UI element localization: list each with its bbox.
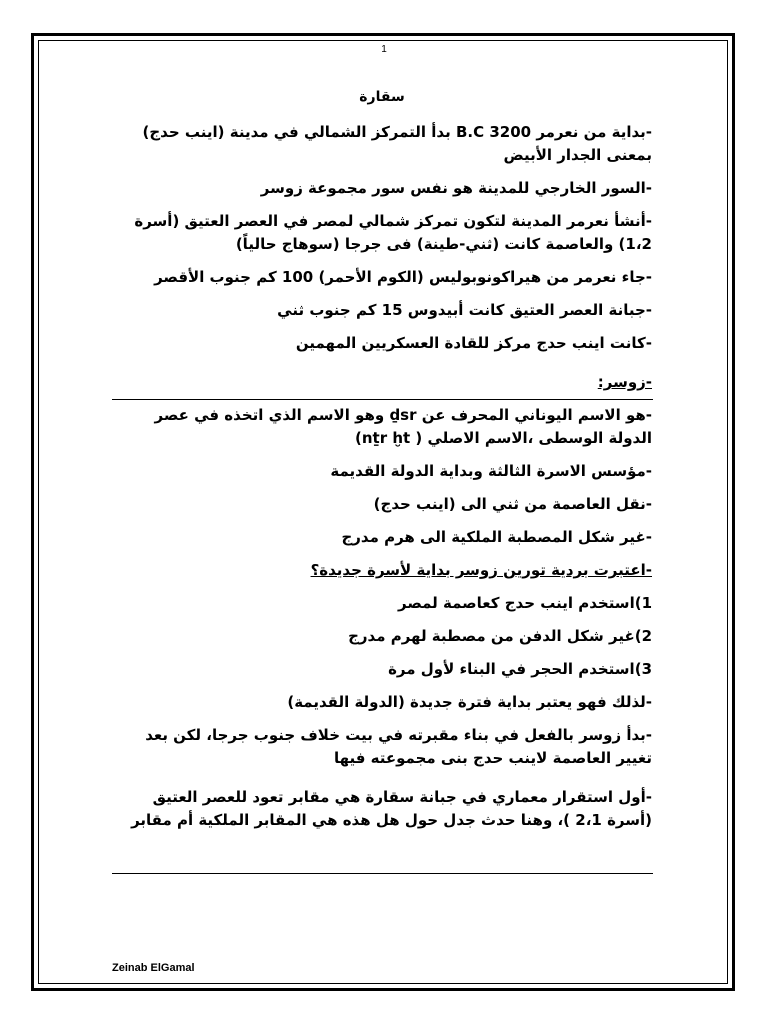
intro-paragraph: -كانت اينب حدج مركز للقادة العسكريين المهمين [295, 334, 652, 352]
zoser-paragraph: -مؤسس الاسرة الثالثة وبداية الدولة القديمة [330, 462, 652, 480]
intro-paragraph: -السور الخارجي للمدينة هو نفس سور مجموعة زوسر [260, 179, 652, 197]
answer-paragraph: -لذلك فهو يعتبر بداية فترة جديدة (الدولة القديمة) [287, 693, 652, 711]
final-paragraph: -أول استقرار معماري في جبانة سقارة هي مقابر تعود للعصر العتيق (أسرة 2،1 )، وهنا حدث جدل حول هل هذه هي المقابر الملكية أم مقابر [131, 788, 652, 829]
intro-paragraph: -جاء نعرمر من هيراكونوبوليس (الكوم الأحمر) 100 كم جنوب الأقصر [154, 268, 652, 286]
section-divider [112, 399, 653, 400]
footer-author: Zeinab ElGamal [112, 962, 195, 974]
zoser-paragraph: -هو الاسم اليوناني المحرف عن ḏsr وهو الاسم الذي اتخذه في عصر الدولة الوسطى ،الاسم الاصلي ( nṯr ḫt) [154, 406, 652, 447]
intro-paragraph: -جبانة العصر العتيق كانت أبيدوس 15 كم جنوب ثني [277, 301, 652, 319]
page-number: 1 [381, 44, 387, 55]
document-body [112, 86, 652, 842]
zoser-paragraph: -نقل العاصمة من ثني الى (اينب حدج) [373, 495, 652, 513]
zoser-paragraph: -غير شكل المصطبة الملكية الى هرم مدرج [341, 528, 652, 546]
answer-paragraph: 1)استخدم اينب حدج كعاصمة لمصر [398, 594, 652, 612]
intro-paragraph: -أنشأ نعرمر المدينة لتكون تمركز شمالي لمصر في العصر العتيق (أسرة 1،2) والعاصمة كانت (ثني-طينة) فى جرجا (سوهاج حالياً) [134, 212, 652, 253]
zoser-heading: -زوسر: [597, 373, 652, 391]
intro-paragraph: -بداية من نعرمر B.C 3200 بدأ التمركز الشمالي في مدينة (اينب حدج) بمعنى الجدار الأبيض [142, 123, 652, 164]
answer-paragraph: -بدأ زوسر بالفعل في بناء مقبرته في بيت خلاف جنوب جرجا، لكن بعد تغيير العاصمة لاينب حدج بنى مجموعته فيها [145, 726, 652, 767]
section-divider [112, 873, 653, 874]
question-heading: -اعتبرت بردية تورين زوسر بداية لأسرة جديدة؟ [310, 561, 652, 579]
page-title: سقارة [359, 89, 405, 105]
answer-paragraph: 3)استخدم الحجر في البناء لأول مرة [388, 660, 652, 678]
answer-paragraph: 2)غير شكل الدفن من مصطبة لهرم مدرج [348, 627, 652, 645]
